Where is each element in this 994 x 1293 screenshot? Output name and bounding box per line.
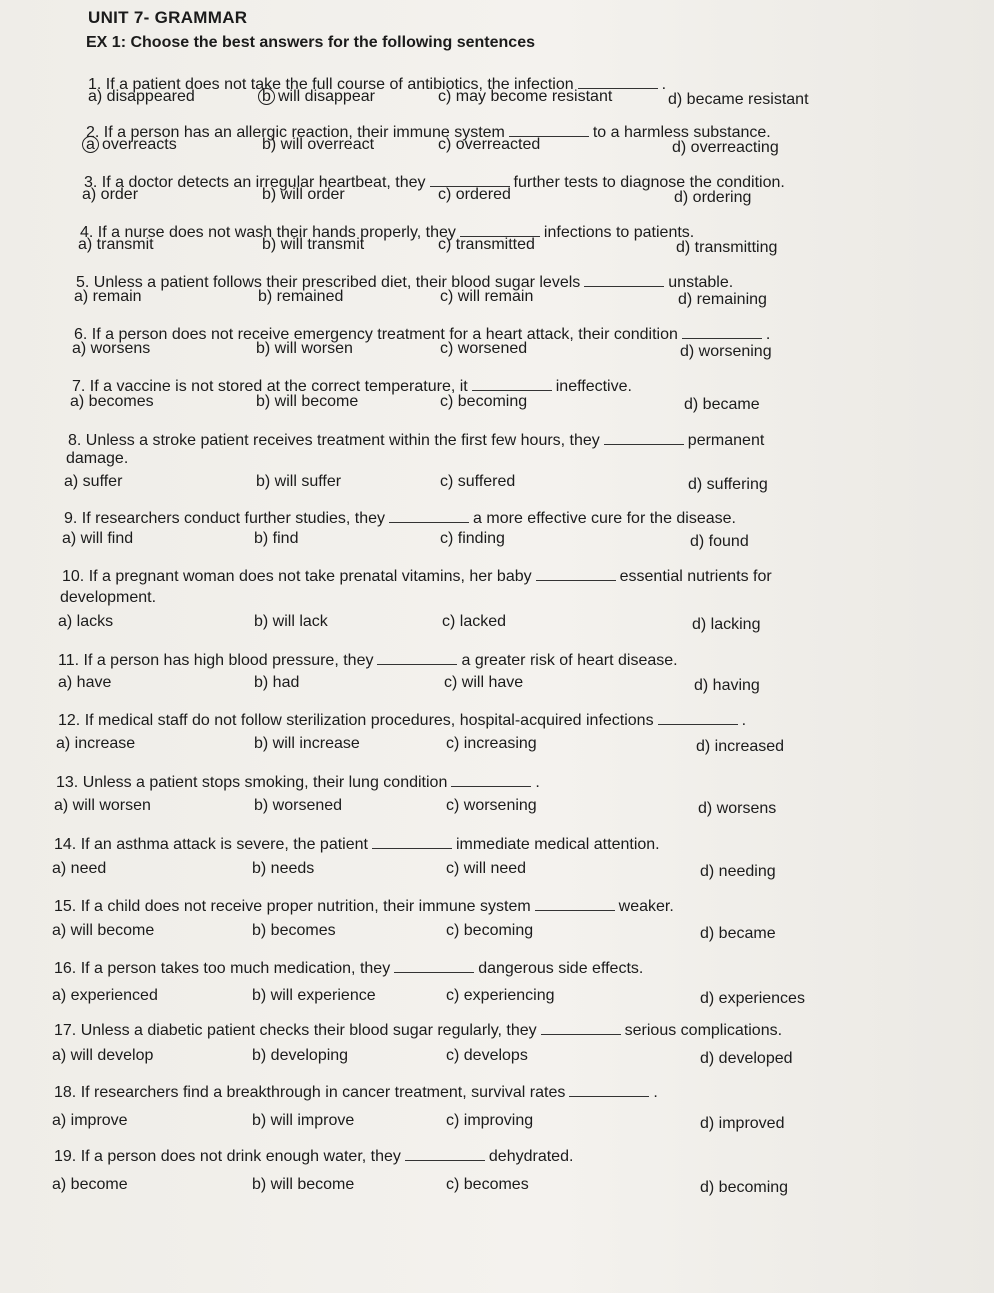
option-d[interactable]: d) became: [684, 396, 760, 413]
option-b[interactable]: b) worsened: [254, 797, 343, 814]
option-a[interactable]: a) remain: [74, 288, 142, 305]
option-c[interactable]: c) overreacted: [438, 136, 541, 153]
answer-blank[interactable]: [569, 1082, 649, 1097]
question-text: 11. If a person has high blood pressure, they: [58, 652, 374, 669]
option-b[interactable]: b) remained: [258, 288, 344, 305]
answer-blank[interactable]: [604, 430, 684, 445]
option-c[interactable]: c) becoming: [440, 393, 528, 410]
option-c[interactable]: c) becoming: [446, 922, 534, 939]
option-c[interactable]: c) worsened: [440, 340, 528, 357]
question-6-stem: [74, 324, 770, 344]
question-5-stem: [76, 272, 733, 292]
answer-blank[interactable]: [541, 1020, 621, 1035]
option-a[interactable]: a) disappeared: [88, 88, 195, 105]
question-text-end: .: [661, 76, 667, 93]
question-15-stem: [54, 896, 674, 916]
answer-blank[interactable]: [460, 222, 540, 237]
option-c[interactable]: c) improving: [446, 1112, 534, 1129]
question-text: 2. If a person has an allergic reaction, their immune system: [86, 124, 505, 141]
question-text-end: permanent: [687, 432, 765, 449]
unit-title: UNIT 7- GRAMMAR: [88, 8, 248, 27]
question-text-end: serious complications.: [624, 1022, 783, 1039]
option-b[interactable]: b) will experience: [252, 987, 376, 1004]
option-d[interactable]: d) needing: [700, 863, 776, 880]
option-a[interactable]: a) improve: [52, 1112, 128, 1129]
option-a[interactable]: a) need: [52, 860, 107, 877]
question-text-end: further tests to diagnose the condition.: [513, 174, 785, 191]
question-14-stem: [54, 834, 660, 854]
option-b[interactable]: b) will improve: [252, 1112, 355, 1129]
answer-blank[interactable]: [389, 508, 469, 523]
question-text: 9. If researchers conduct further studies, they: [64, 510, 386, 527]
option-b[interactable]: [258, 88, 375, 106]
question-text: 14. If an asthma attack is severe, the patient: [54, 836, 368, 853]
option-d[interactable]: d) suffering: [688, 476, 768, 493]
question-text-end: unstable.: [668, 274, 734, 291]
question-text: 12. If medical staff do not follow sterilization procedures, hospital-acquired infections: [58, 712, 654, 729]
option-c[interactable]: c) ordered: [438, 186, 511, 203]
exercise-title: EX 1: Choose the best answers for the following sentences: [86, 34, 535, 51]
option-d[interactable]: d) remaining: [678, 291, 767, 308]
question-text-end: .: [741, 712, 747, 729]
option-c[interactable]: c) becomes: [446, 1176, 529, 1193]
question-text: 15. If a child does not receive proper nutrition, their immune system: [54, 898, 531, 915]
option-b[interactable]: b) will transmit: [262, 236, 365, 253]
option-b[interactable]: b) will lack: [254, 613, 328, 630]
option-b[interactable]: b) will suffer: [256, 473, 342, 490]
question-4-stem: [80, 222, 694, 242]
option-text: will disappear: [278, 88, 375, 105]
question-text: 19. If a person does not drink enough water, they: [54, 1148, 401, 1165]
question-text: 5. Unless a patient follows their prescribed diet, their blood sugar levels: [76, 274, 581, 291]
question-text-end: a more effective cure for the disease.: [473, 510, 736, 527]
question-text: 13. Unless a patient stops smoking, their lung condition: [56, 774, 448, 791]
question-17-stem: [54, 1020, 782, 1040]
option-b[interactable]: b) find: [254, 530, 299, 547]
option-b[interactable]: b) needs: [252, 860, 315, 877]
option-b[interactable]: b) developing: [252, 1047, 349, 1064]
option-a[interactable]: a) have: [58, 674, 112, 691]
option-b[interactable]: b) becomes: [252, 922, 336, 939]
answer-blank[interactable]: [430, 172, 510, 187]
option-a[interactable]: a) lacks: [58, 613, 114, 630]
question-text-end: .: [765, 326, 771, 343]
option-d[interactable]: d) experiences: [700, 990, 805, 1007]
option-b[interactable]: b) will overreact: [262, 136, 375, 153]
option-b[interactable]: b) had: [254, 674, 300, 691]
option-a[interactable]: a) increase: [56, 735, 136, 752]
question-text-end: to a harmless substance.: [592, 124, 771, 141]
option-c[interactable]: c) finding: [440, 530, 505, 547]
question-text-end: .: [653, 1084, 658, 1101]
question-text: 3. If a doctor detects an irregular heartbeat, they: [84, 174, 426, 191]
question-8-continuation: damage.: [66, 450, 129, 467]
answer-blank[interactable]: [536, 566, 616, 581]
question-text-end: ineffective.: [555, 378, 632, 395]
option-a[interactable]: a) worsens: [72, 340, 151, 357]
option-c[interactable]: c) worsening: [446, 797, 537, 814]
option-a[interactable]: [82, 136, 177, 154]
question-text: 18. If researchers find a breakthrough in cancer treatment, survival rates: [54, 1084, 566, 1101]
option-a[interactable]: a) transmit: [78, 236, 154, 253]
question-13-stem: [56, 772, 540, 792]
answer-blank[interactable]: [451, 772, 531, 787]
question-text-end: dangerous side effects.: [478, 960, 644, 977]
question-text-end: weaker.: [618, 898, 674, 915]
option-a[interactable]: a) become: [52, 1176, 128, 1193]
answer-blank[interactable]: [377, 650, 457, 665]
option-a[interactable]: a) will become: [52, 922, 155, 939]
question-12-stem: [58, 710, 746, 730]
circled-answer-mark: a: [82, 136, 99, 153]
option-d[interactable]: d) worsens: [698, 800, 777, 817]
question-9-stem: [64, 508, 736, 528]
question-text-end: infections to patients.: [543, 224, 695, 241]
option-d[interactable]: d) lacking: [692, 616, 761, 633]
answer-blank[interactable]: [372, 834, 452, 849]
option-d[interactable]: d) became resistant: [668, 91, 809, 108]
option-b[interactable]: b) will become: [252, 1176, 355, 1193]
question-11-stem: [58, 650, 678, 670]
question-text-end: dehydrated.: [488, 1148, 574, 1165]
question-text-end: a greater risk of heart disease.: [461, 652, 678, 669]
question-text-end: .: [535, 774, 540, 791]
question-18-stem: [54, 1082, 658, 1102]
question-10-stem: [62, 566, 772, 586]
option-d[interactable]: d) improved: [700, 1115, 785, 1132]
question-19-stem: [54, 1146, 573, 1166]
option-c[interactable]: c) will have: [444, 674, 524, 691]
option-d[interactable]: d) becoming: [700, 1179, 789, 1196]
question-2-stem: [86, 122, 771, 142]
answer-blank[interactable]: [535, 896, 615, 911]
option-d[interactable]: d) having: [694, 677, 760, 694]
option-text: overreacts: [102, 136, 177, 153]
option-c[interactable]: c) develops: [446, 1047, 528, 1064]
option-a[interactable]: a) will find: [62, 530, 134, 547]
option-d[interactable]: d) overreacting: [672, 139, 779, 156]
question-10-continuation: development.: [60, 589, 157, 606]
question-text: 1. If a patient does not take the full course of antibiotics, the infection: [88, 76, 574, 93]
option-c[interactable]: c) experiencing: [446, 987, 555, 1004]
option-d[interactable]: d) became: [700, 925, 776, 942]
question-text-end: essential nutrients for: [619, 568, 772, 585]
option-b[interactable]: b) will become: [256, 393, 359, 410]
question-text: 6. If a person does not receive emergency treatment for a heart attack, their condition: [74, 326, 678, 343]
option-d[interactable]: d) ordering: [674, 189, 752, 206]
option-c[interactable]: c) transmitted: [438, 236, 535, 253]
question-8-stem: [68, 430, 764, 450]
question-text-end: immediate medical attention.: [455, 836, 660, 853]
option-a[interactable]: a) experienced: [52, 987, 158, 1004]
answer-blank[interactable]: [472, 376, 552, 391]
option-d[interactable]: d) developed: [700, 1050, 793, 1067]
question-text: 17. Unless a diabetic patient checks their blood sugar regularly, they: [54, 1022, 537, 1039]
option-a[interactable]: a) will worsen: [54, 797, 151, 814]
circled-answer-mark: b: [258, 88, 275, 105]
question-text: 7. If a vaccine is not stored at the correct temperature, it: [72, 378, 468, 395]
question-text: 10. If a pregnant woman does not take prenatal vitamins, her baby: [62, 568, 532, 585]
option-b[interactable]: b) will increase: [254, 735, 360, 752]
option-c[interactable]: c) will need: [446, 860, 527, 877]
answer-blank[interactable]: [394, 958, 474, 973]
option-c[interactable]: c) lacked: [442, 613, 507, 630]
answer-blank[interactable]: [584, 272, 664, 287]
option-a[interactable]: a) suffer: [64, 473, 123, 490]
option-c[interactable]: c) will remain: [440, 288, 534, 305]
option-d[interactable]: d) worsening: [680, 343, 772, 360]
option-a[interactable]: a) becomes: [70, 393, 154, 410]
option-a[interactable]: a) will develop: [52, 1047, 154, 1064]
option-d[interactable]: d) increased: [696, 738, 785, 755]
option-c[interactable]: c) may become resistant: [438, 88, 613, 105]
question-text: 8. Unless a stroke patient receives treatment within the first few hours, they: [68, 432, 600, 449]
option-c[interactable]: c) increasing: [446, 735, 537, 752]
answer-blank[interactable]: [509, 122, 589, 137]
option-c[interactable]: c) suffered: [440, 473, 516, 490]
option-b[interactable]: b) will worsen: [256, 340, 353, 357]
answer-blank[interactable]: [658, 710, 738, 725]
question-16-stem: [54, 958, 643, 978]
question-text: 4. If a nurse does not wash their hands properly, they: [80, 224, 456, 241]
question-text: 16. If a person takes too much medication, they: [54, 960, 391, 977]
option-b[interactable]: b) will order: [262, 186, 345, 203]
answer-blank[interactable]: [682, 324, 762, 339]
option-a[interactable]: a) order: [82, 186, 139, 203]
option-d[interactable]: d) found: [690, 533, 749, 550]
option-d[interactable]: d) transmitting: [676, 239, 778, 256]
answer-blank[interactable]: [405, 1146, 485, 1161]
answer-blank[interactable]: [578, 74, 658, 89]
